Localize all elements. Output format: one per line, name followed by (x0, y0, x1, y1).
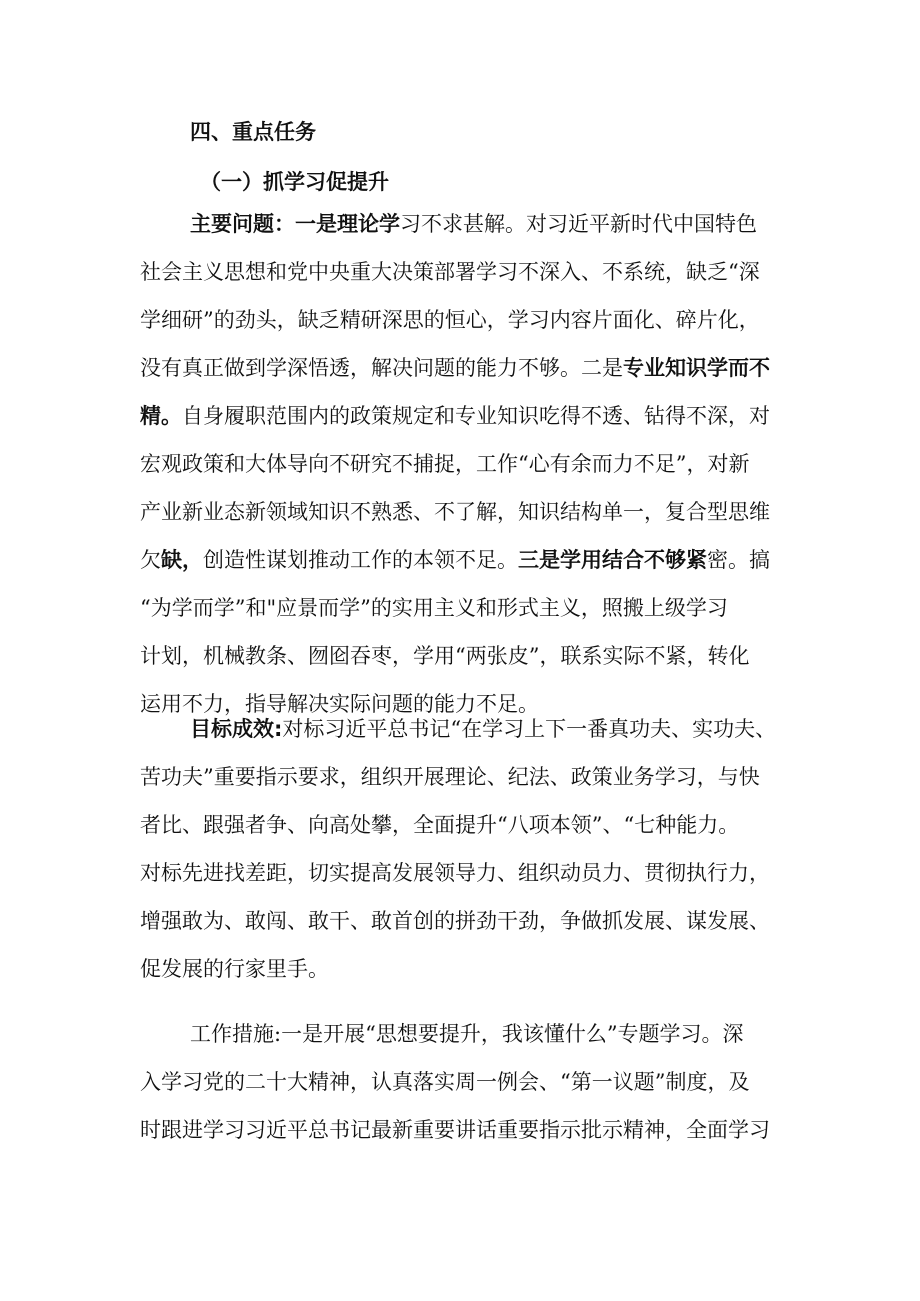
goals-label: 目标成效: (190, 717, 283, 741)
problems-line-6: 宏观政策和大体导向不研究不捕捉，工作“心有余而力不足”，对新 (140, 452, 750, 476)
problems-line-8 (140, 536, 800, 584)
problems-line-10: 计划，机械教条、囫囵吞枣，学用“两张皮”，联系实际不紧，转化 (140, 644, 750, 668)
problems-line8-bold: 缺， (161, 548, 203, 572)
problems-paragraph (140, 200, 800, 728)
problems-line8-c: 密。搞 (707, 548, 770, 572)
goals-line1-text: 对标习近平总书记“在学习上下一番真功夫、实功夫、 (282, 717, 777, 741)
goals-line-1 (140, 705, 800, 753)
measures-line-2: 入学习党的二十大精神，认真落实周一例会、“第一议题”制度，及 (140, 1070, 750, 1094)
goals-line-5: 增强敢为、敢闯、敢干、敢首创的拼劲干劲，争做抓发展、谋发展、 (140, 909, 770, 933)
problems-line8-a: 欠 (140, 548, 161, 572)
goals-line-6: 促发展的行家里手。 (140, 957, 329, 981)
problems-point2-title: 专业知识学而不 (623, 356, 770, 380)
measures-line-1 (140, 1010, 800, 1058)
problems-line4-text: 没有真正做到学深悟透，解决问题的能力不够。二是 (140, 356, 623, 380)
problems-point3-title: 三是学用结合不够紧 (518, 548, 707, 572)
problems-point2-title-end: 精。 (140, 404, 182, 428)
problems-line-4 (140, 344, 800, 392)
section-heading: 四、重点任务 (190, 120, 316, 144)
problems-label: 主要问题： (190, 212, 295, 236)
problems-line1-text: 习不求甚解。对习近平新时代中国特色 (400, 212, 757, 236)
problems-line-1 (140, 200, 800, 248)
measures-line1-text: 一是开展“思想要提升，我该懂什么”专题学习。深 (281, 1022, 744, 1046)
problems-line-11: 运用不力，指导解决实际问题的能力不足。 (140, 692, 539, 716)
problems-point1-title: 一是理论学 (295, 212, 400, 236)
goals-line-2: 苦功夫”重要指示要求，组织开展理论、纪法、政策业务学习，与快 (140, 765, 760, 789)
goals-paragraph (140, 705, 800, 993)
problems-line-9: “为学而学”和"应景而学”的实用主义和形式主义，照搬上级学习 (140, 596, 728, 620)
problems-line5-text: 自身履职范围内的政策规定和专业知识吃得不透、钻得不深，对 (182, 404, 770, 428)
measures-line-3: 时跟进学习习近平总书记最新重要讲话重要指示批示精神，全面学习 (140, 1118, 770, 1142)
goals-line-4: 对标先进找差距，切实提高发展领导力、组织动员力、贯彻执行力， (140, 861, 770, 885)
goals-line-3: 者比、跟强者争、向高处攀，全面提升“八项本领”、“七种能力。 (140, 813, 740, 837)
problems-line-5 (140, 392, 800, 440)
measures-label: 工作措施: (190, 1022, 282, 1046)
problems-line-7: 产业新业态新领域知识不熟悉、不了解，知识结构单一，复合型思维 (140, 500, 770, 524)
problems-line-2: 社会主义思想和党中央重大决策部署学习不深入、不系统，缺乏“深 (140, 260, 760, 284)
problems-line-3: 学细研”的劲头，缺乏精研深思的恒心，学习内容片面化、碎片化， (140, 308, 760, 332)
subsection-heading: （一）抓学习促提升 (200, 170, 389, 194)
problems-line8-b: 创造性谋划推动工作的本领不足。 (203, 548, 518, 572)
measures-paragraph (140, 1010, 800, 1154)
